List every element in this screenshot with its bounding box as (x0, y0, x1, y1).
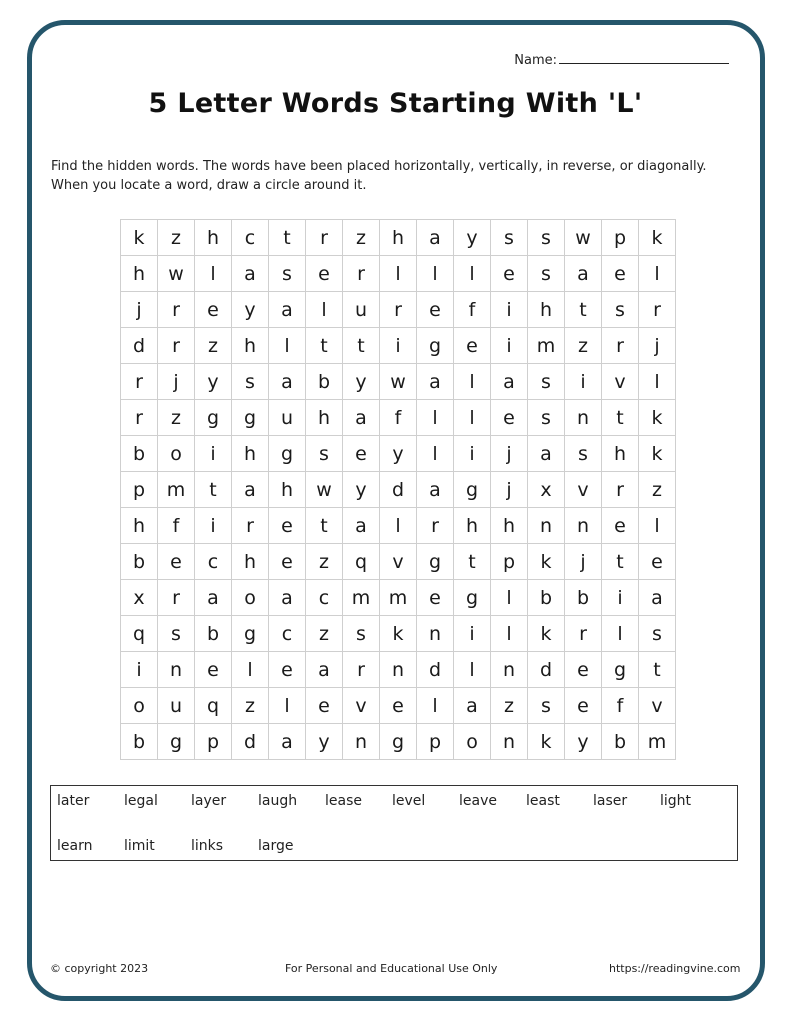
grid-cell[interactable]: a (417, 364, 454, 400)
word-list-item: legal (124, 793, 158, 809)
grid-cell[interactable]: l (380, 256, 417, 292)
grid-cell[interactable]: o (158, 436, 195, 472)
grid-row (121, 220, 676, 256)
grid-cell[interactable]: r (602, 472, 639, 508)
grid-cell[interactable]: g (158, 724, 195, 760)
grid-cell[interactable]: a (565, 256, 602, 292)
grid-cell[interactable]: m (380, 580, 417, 616)
grid-cell[interactable]: a (269, 580, 306, 616)
grid-cell[interactable]: z (306, 544, 343, 580)
grid-cell[interactable]: e (269, 508, 306, 544)
grid-cell[interactable]: j (491, 472, 528, 508)
grid-cell[interactable]: j (639, 328, 676, 364)
grid-cell[interactable]: l (602, 616, 639, 652)
grid-cell[interactable]: z (343, 220, 380, 256)
grid-cell[interactable]: e (343, 436, 380, 472)
grid-cell[interactable]: a (195, 580, 232, 616)
grid-cell[interactable]: b (195, 616, 232, 652)
grid-cell[interactable]: a (343, 508, 380, 544)
grid-cell[interactable]: e (380, 688, 417, 724)
grid-cell[interactable]: y (343, 364, 380, 400)
grid-cell[interactable]: i (602, 580, 639, 616)
grid-cell[interactable]: z (639, 472, 676, 508)
grid-cell[interactable]: b (121, 724, 158, 760)
grid-cell[interactable]: u (343, 292, 380, 328)
grid-cell[interactable]: s (528, 220, 565, 256)
grid-cell[interactable]: y (454, 220, 491, 256)
grid-row (121, 580, 676, 616)
grid-cell[interactable]: z (232, 688, 269, 724)
grid-row (121, 292, 676, 328)
grid-cell[interactable]: l (454, 364, 491, 400)
grid-cell[interactable]: g (454, 472, 491, 508)
grid-cell[interactable]: r (121, 400, 158, 436)
grid-cell[interactable]: t (269, 220, 306, 256)
grid-cell[interactable]: e (602, 256, 639, 292)
grid-cell[interactable]: r (158, 292, 195, 328)
grid-cell[interactable]: d (380, 472, 417, 508)
grid-cell[interactable]: y (195, 364, 232, 400)
grid-cell[interactable]: g (602, 652, 639, 688)
grid-cell[interactable]: f (380, 400, 417, 436)
grid-cell[interactable]: r (158, 580, 195, 616)
grid-cell[interactable]: t (195, 472, 232, 508)
grid-cell[interactable]: d (121, 328, 158, 364)
grid-cell[interactable]: h (232, 328, 269, 364)
grid-cell[interactable]: a (639, 580, 676, 616)
grid-cell[interactable]: e (269, 544, 306, 580)
word-list-box (50, 785, 738, 861)
grid-cell[interactable]: c (195, 544, 232, 580)
grid-cell[interactable]: z (158, 220, 195, 256)
grid-cell[interactable]: n (528, 508, 565, 544)
word-list-item: large (258, 838, 294, 854)
grid-cell[interactable]: w (565, 220, 602, 256)
grid-cell[interactable]: w (306, 472, 343, 508)
grid-cell[interactable]: z (195, 328, 232, 364)
grid-cell[interactable]: e (195, 292, 232, 328)
grid-cell[interactable]: n (417, 616, 454, 652)
grid-cell[interactable]: h (528, 292, 565, 328)
grid-cell[interactable]: l (639, 256, 676, 292)
grid-cell[interactable]: h (491, 508, 528, 544)
grid-cell[interactable]: p (602, 220, 639, 256)
grid-cell[interactable]: e (491, 400, 528, 436)
grid-cell[interactable]: h (195, 220, 232, 256)
name-label: Name: (514, 53, 557, 68)
grid-cell[interactable]: i (195, 436, 232, 472)
grid-cell[interactable]: j (491, 436, 528, 472)
grid-cell[interactable]: l (269, 688, 306, 724)
grid-cell[interactable]: l (454, 652, 491, 688)
grid-cell[interactable]: f (158, 508, 195, 544)
site-link[interactable]: https://readingvine.com (609, 962, 741, 975)
grid-cell[interactable]: p (417, 724, 454, 760)
grid-cell[interactable]: h (380, 220, 417, 256)
grid-cell[interactable]: k (528, 616, 565, 652)
grid-cell[interactable]: s (343, 616, 380, 652)
grid-cell[interactable]: b (528, 580, 565, 616)
grid-cell[interactable]: t (565, 292, 602, 328)
grid-cell[interactable]: k (121, 220, 158, 256)
instructions-text: Find the hidden words. The words have been placed horizontally, vertically, in reverse, or diagonally. When you locate a word, draw a circle around it. (51, 159, 707, 193)
grid-cell[interactable]: n (565, 508, 602, 544)
grid-cell[interactable]: i (491, 292, 528, 328)
grid-cell[interactable]: e (602, 508, 639, 544)
grid-cell[interactable]: g (417, 544, 454, 580)
grid-cell[interactable]: v (565, 472, 602, 508)
grid-cell[interactable]: t (454, 544, 491, 580)
grid-cell[interactable]: l (417, 400, 454, 436)
grid-cell[interactable]: p (121, 472, 158, 508)
grid-cell[interactable]: i (121, 652, 158, 688)
grid-cell[interactable]: q (195, 688, 232, 724)
grid-cell[interactable]: n (491, 652, 528, 688)
grid-cell[interactable]: h (269, 472, 306, 508)
grid-cell[interactable]: a (269, 292, 306, 328)
grid-cell[interactable]: m (343, 580, 380, 616)
grid-cell[interactable]: a (232, 472, 269, 508)
grid-cell[interactable]: s (269, 256, 306, 292)
grid-cell[interactable]: h (232, 544, 269, 580)
grid-cell[interactable]: l (232, 652, 269, 688)
word-list-item: limit (124, 838, 155, 854)
grid-cell[interactable]: n (491, 724, 528, 760)
grid-cell[interactable]: r (158, 328, 195, 364)
grid-cell[interactable]: h (121, 508, 158, 544)
name-blank-line[interactable] (559, 51, 729, 64)
grid-cell[interactable]: k (528, 724, 565, 760)
grid-cell[interactable]: d (417, 652, 454, 688)
word-list-item: lease (325, 793, 362, 809)
grid-cell[interactable]: h (454, 508, 491, 544)
grid-cell[interactable]: b (306, 364, 343, 400)
grid-cell[interactable]: g (232, 400, 269, 436)
grid-cell[interactable]: t (602, 544, 639, 580)
word-list-item: laser (593, 793, 628, 809)
grid-cell[interactable]: b (565, 580, 602, 616)
grid-cell[interactable]: q (343, 544, 380, 580)
grid-cell[interactable]: l (639, 364, 676, 400)
grid-cell[interactable]: l (417, 436, 454, 472)
grid-cell[interactable]: v (602, 364, 639, 400)
grid-cell[interactable]: g (454, 580, 491, 616)
grid-cell[interactable]: o (121, 688, 158, 724)
grid-cell[interactable]: l (380, 508, 417, 544)
grid-cell[interactable]: b (602, 724, 639, 760)
grid-cell[interactable]: r (639, 292, 676, 328)
grid-cell[interactable]: p (491, 544, 528, 580)
grid-cell[interactable]: e (269, 652, 306, 688)
grid-cell[interactable]: x (528, 472, 565, 508)
grid-cell[interactable]: l (454, 256, 491, 292)
word-list-item: learn (57, 838, 93, 854)
grid-cell[interactable]: o (454, 724, 491, 760)
grid-cell[interactable]: d (528, 652, 565, 688)
grid-cell[interactable]: t (602, 400, 639, 436)
grid-cell[interactable]: e (306, 688, 343, 724)
grid-cell[interactable]: r (232, 508, 269, 544)
grid-cell[interactable]: v (639, 688, 676, 724)
grid-cell[interactable]: r (380, 292, 417, 328)
grid-row (121, 328, 676, 364)
grid-cell[interactable]: s (528, 688, 565, 724)
grid-cell[interactable]: a (491, 364, 528, 400)
grid-cell[interactable]: l (269, 328, 306, 364)
grid-cell[interactable]: k (639, 220, 676, 256)
grid-cell[interactable]: r (417, 508, 454, 544)
grid-cell[interactable]: u (269, 400, 306, 436)
grid-row (121, 652, 676, 688)
grid-cell[interactable]: u (158, 688, 195, 724)
grid-cell[interactable]: s (639, 616, 676, 652)
grid-cell[interactable]: s (158, 616, 195, 652)
word-list-item: laugh (258, 793, 298, 809)
grid-cell[interactable]: l (491, 580, 528, 616)
grid-cell[interactable]: y (306, 724, 343, 760)
grid-cell[interactable]: s (491, 220, 528, 256)
grid-cell[interactable]: c (269, 616, 306, 652)
word-list-item: light (660, 793, 692, 809)
word-list-item: least (526, 793, 560, 809)
grid-row (121, 724, 676, 760)
usage-text: For Personal and Educational Use Only (285, 962, 498, 975)
word-list-item: level (392, 793, 426, 809)
grid-cell[interactable]: a (269, 724, 306, 760)
grid-cell[interactable]: b (121, 436, 158, 472)
grid-cell[interactable]: i (195, 508, 232, 544)
grid-cell[interactable]: a (343, 400, 380, 436)
grid-cell[interactable]: p (195, 724, 232, 760)
word-list-item: links (191, 838, 224, 854)
grid-cell[interactable]: s (232, 364, 269, 400)
grid-cell[interactable]: g (269, 436, 306, 472)
grid-cell[interactable]: z (158, 400, 195, 436)
grid-cell[interactable]: j (158, 364, 195, 400)
grid-cell[interactable]: t (639, 652, 676, 688)
grid-cell[interactable]: t (306, 508, 343, 544)
grid-cell[interactable]: y (343, 472, 380, 508)
grid-cell[interactable]: a (417, 220, 454, 256)
grid-cell[interactable]: t (343, 328, 380, 364)
grid-cell[interactable]: a (269, 364, 306, 400)
grid-cell[interactable]: r (602, 328, 639, 364)
grid-row (121, 400, 676, 436)
grid-cell[interactable]: r (306, 220, 343, 256)
grid-cell[interactable]: f (602, 688, 639, 724)
name-field (514, 51, 729, 68)
grid-cell[interactable]: v (380, 544, 417, 580)
grid-cell[interactable]: w (380, 364, 417, 400)
grid-cell[interactable]: k (639, 436, 676, 472)
grid-row (121, 688, 676, 724)
grid-cell[interactable]: x (121, 580, 158, 616)
grid-cell[interactable]: b (121, 544, 158, 580)
grid-cell[interactable]: z (565, 328, 602, 364)
grid-cell[interactable]: e (306, 256, 343, 292)
grid-cell[interactable]: s (306, 436, 343, 472)
grid-cell[interactable]: g (195, 400, 232, 436)
grid-cell[interactable]: s (528, 256, 565, 292)
grid-cell[interactable]: g (417, 328, 454, 364)
grid-cell[interactable]: l (195, 256, 232, 292)
grid-cell[interactable]: r (565, 616, 602, 652)
grid-cell[interactable]: n (565, 400, 602, 436)
grid-cell[interactable]: e (565, 652, 602, 688)
grid-cell[interactable]: g (380, 724, 417, 760)
grid-cell[interactable]: y (565, 724, 602, 760)
grid-cell[interactable]: l (491, 616, 528, 652)
grid-cell[interactable]: c (306, 580, 343, 616)
grid-cell[interactable]: c (232, 220, 269, 256)
grid-cell[interactable]: j (565, 544, 602, 580)
grid-cell[interactable]: o (232, 580, 269, 616)
grid-cell[interactable]: t (306, 328, 343, 364)
grid-cell[interactable]: a (232, 256, 269, 292)
grid-cell[interactable]: a (306, 652, 343, 688)
grid-row (121, 544, 676, 580)
grid-cell[interactable]: s (528, 400, 565, 436)
grid-cell[interactable]: d (232, 724, 269, 760)
grid-cell[interactable]: l (639, 508, 676, 544)
grid-cell[interactable]: e (491, 256, 528, 292)
grid-cell[interactable]: q (121, 616, 158, 652)
page-title: 5 Letter Words Starting With 'L' (148, 88, 643, 119)
grid-cell[interactable]: i (454, 436, 491, 472)
grid-cell[interactable]: e (417, 580, 454, 616)
grid-cell[interactable]: e (565, 688, 602, 724)
grid-cell[interactable]: m (528, 328, 565, 364)
grid-cell[interactable]: f (454, 292, 491, 328)
grid-cell[interactable]: l (417, 256, 454, 292)
grid-cell[interactable]: e (195, 652, 232, 688)
grid-cell[interactable]: h (306, 400, 343, 436)
grid-cell[interactable]: n (158, 652, 195, 688)
grid-row (121, 616, 676, 652)
grid-cell[interactable]: e (639, 544, 676, 580)
grid-cell[interactable]: w (158, 256, 195, 292)
word-list-item: leave (459, 793, 497, 809)
grid-cell[interactable]: i (380, 328, 417, 364)
grid-cell[interactable]: k (639, 400, 676, 436)
grid-cell[interactable]: i (491, 328, 528, 364)
grid-cell[interactable]: a (417, 472, 454, 508)
grid-cell[interactable]: m (639, 724, 676, 760)
grid-cell[interactable]: l (306, 292, 343, 328)
word-list-item: layer (191, 793, 227, 809)
grid-row (121, 508, 676, 544)
copyright-text: © copyright 2023 (50, 962, 149, 975)
grid-cell[interactable]: h (602, 436, 639, 472)
grid-row (121, 364, 676, 400)
grid-cell[interactable]: e (417, 292, 454, 328)
grid-cell[interactable]: s (565, 436, 602, 472)
grid-cell[interactable]: k (528, 544, 565, 580)
grid-cell[interactable]: a (528, 436, 565, 472)
grid-cell[interactable]: n (380, 652, 417, 688)
grid-row (121, 256, 676, 292)
grid-cell[interactable]: y (380, 436, 417, 472)
grid-cell[interactable]: z (491, 688, 528, 724)
grid-cell[interactable]: e (454, 328, 491, 364)
grid-cell[interactable]: l (417, 688, 454, 724)
grid-cell[interactable]: h (232, 436, 269, 472)
word-search-grid (120, 219, 676, 760)
grid-row (121, 436, 676, 472)
grid-cell[interactable]: r (343, 256, 380, 292)
grid-cell[interactable]: h (121, 256, 158, 292)
grid-cell[interactable]: z (306, 616, 343, 652)
grid-cell[interactable]: i (565, 364, 602, 400)
grid-cell[interactable]: a (454, 688, 491, 724)
grid-cell[interactable]: g (232, 616, 269, 652)
grid-cell[interactable]: v (343, 688, 380, 724)
grid-cell[interactable]: r (121, 364, 158, 400)
grid-cell[interactable]: m (158, 472, 195, 508)
grid-cell[interactable]: s (602, 292, 639, 328)
grid-cell[interactable]: j (121, 292, 158, 328)
grid-cell[interactable]: e (158, 544, 195, 580)
grid-row (121, 472, 676, 508)
grid-cell[interactable]: s (528, 364, 565, 400)
grid-cell[interactable]: k (380, 616, 417, 652)
grid-cell[interactable]: y (232, 292, 269, 328)
grid-cell[interactable]: i (454, 616, 491, 652)
grid-cell[interactable]: n (343, 724, 380, 760)
word-list-item: later (57, 793, 90, 809)
grid-cell[interactable]: l (454, 400, 491, 436)
grid-cell[interactable]: r (343, 652, 380, 688)
